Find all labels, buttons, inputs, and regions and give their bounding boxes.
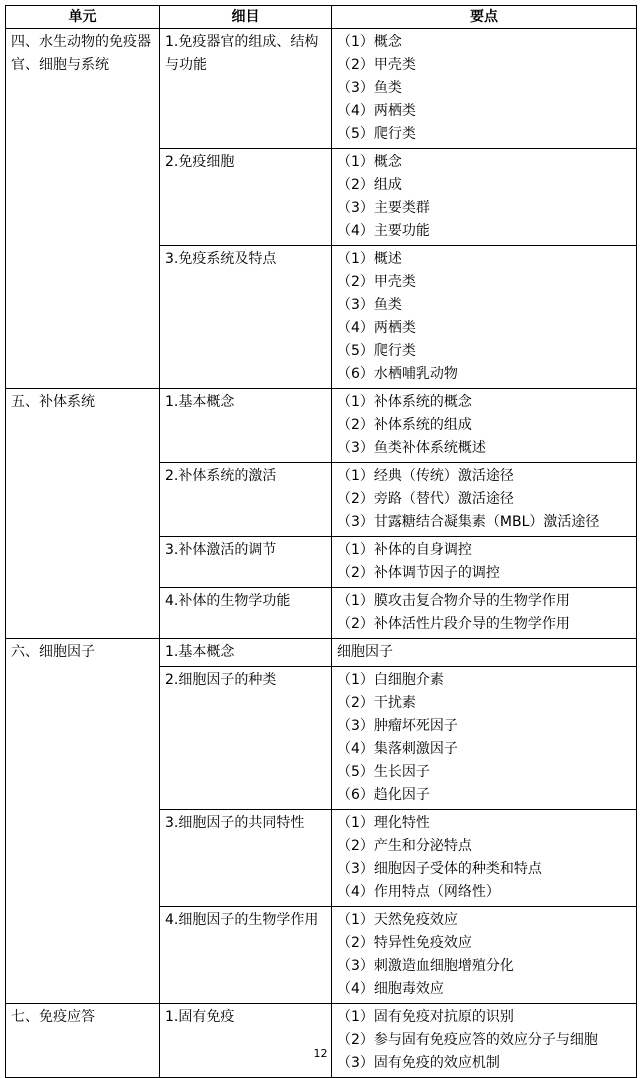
point-item: （2）补体调节因子的调控 (337, 565, 500, 581)
item-cell: 2.细胞因子的种类 (160, 667, 332, 810)
point-item: （6）趋化因子 (337, 787, 430, 803)
point-item: （4）主要功能 (337, 223, 430, 239)
item-cell: 1.基本概念 (160, 389, 332, 463)
point-item: （4）细胞毒效应 (337, 981, 444, 997)
header-unit: 单元 (6, 6, 160, 29)
point-item: （2）旁路（替代）激活途径 (337, 491, 514, 507)
point-item: （2）补体系统的组成 (337, 417, 472, 433)
points-cell (332, 907, 637, 1004)
points-cell (332, 149, 637, 246)
point-item: （2）干扰素 (337, 695, 416, 711)
item-cell: 1.固有免疫 (160, 1004, 332, 1078)
points-cell (332, 588, 637, 639)
point-item: （2）参与固有免疫应答的效应分子与细胞 (337, 1032, 598, 1048)
point-item: （2）特异性免疫效应 (337, 935, 472, 951)
point-item: （4）集落刺激因子 (337, 741, 458, 757)
item-cell: 4.补体的生物学功能 (160, 588, 332, 639)
unit-cell: 六、细胞因子 (6, 639, 160, 1004)
header-item: 细目 (160, 6, 332, 29)
point-item: （2）补体活性片段介导的生物学作用 (337, 616, 570, 632)
unit-cell: 四、水生动物的免疫器官、细胞与系统 (6, 29, 160, 389)
item-cell: 3.免疫系统及特点 (160, 246, 332, 389)
syllabus-table (5, 5, 637, 1078)
header-point: 要点 (332, 6, 637, 29)
point-item: （3）肿瘤坏死因子 (337, 718, 458, 734)
point-item: （3）主要类群 (337, 200, 430, 216)
item-cell: 3.补体激活的调节 (160, 537, 332, 588)
points-cell (332, 246, 637, 389)
item-cell: 3.细胞因子的共同特性 (160, 810, 332, 907)
table-row (6, 1004, 637, 1078)
point-item: （5）爬行类 (337, 343, 416, 359)
point-item: （4）作用特点（网络性） (337, 884, 500, 900)
points-cell (332, 639, 637, 667)
page-number: 12 (313, 1047, 328, 1060)
table-body (6, 29, 637, 1078)
item-cell: 2.免疫细胞 (160, 149, 332, 246)
item-cell: 1.基本概念 (160, 639, 332, 667)
points-cell (332, 537, 637, 588)
point-item: （4）两栖类 (337, 103, 416, 119)
item-cell: 4.细胞因子的生物学作用 (160, 907, 332, 1004)
unit-cell: 五、补体系统 (6, 389, 160, 639)
unit-cell: 七、免疫应答 (6, 1004, 160, 1078)
point-item: （2）甲壳类 (337, 274, 416, 290)
point-item: （1）补体系统的概念 (337, 394, 472, 410)
point-item: 细胞因子 (337, 644, 393, 660)
points-cell (332, 389, 637, 463)
point-item: （1）膜攻击复合物介导的生物学作用 (337, 593, 570, 609)
point-item: （3）鱼类 (337, 80, 402, 96)
header-row (6, 6, 637, 29)
point-item: （1）经典（传统）激活途径 (337, 468, 514, 484)
points-cell (332, 29, 637, 149)
item-cell: 2.补体系统的激活 (160, 463, 332, 537)
point-item: （4）两栖类 (337, 320, 416, 336)
point-item: （1）白细胞介素 (337, 672, 444, 688)
item-cell: 1.免疫器官的组成、结构与功能 (160, 29, 332, 149)
point-item: （3）细胞因子受体的种类和特点 (337, 861, 542, 877)
point-item: （1）天然免疫效应 (337, 912, 458, 928)
points-cell (332, 463, 637, 537)
point-item: （3）甘露糖结合凝集素（MBL）激活途径 (337, 514, 600, 530)
table-row (6, 29, 637, 149)
point-item: （3）固有免疫的效应机制 (337, 1055, 500, 1071)
point-item: （2）产生和分泌特点 (337, 838, 472, 854)
table-row (6, 639, 637, 667)
point-item: （2）组成 (337, 177, 402, 193)
point-item: （5）爬行类 (337, 126, 416, 142)
points-cell (332, 810, 637, 907)
point-item: （1）概念 (337, 154, 402, 170)
point-item: （1）补体的自身调控 (337, 542, 472, 558)
points-cell (332, 667, 637, 810)
points-cell (332, 1004, 637, 1078)
point-item: （1）固有免疫对抗原的识别 (337, 1009, 514, 1025)
point-item: （1）概述 (337, 251, 402, 267)
point-item: （1）理化特性 (337, 815, 430, 831)
point-item: （3）刺激造血细胞增殖分化 (337, 958, 514, 974)
point-item: （1）概念 (337, 34, 402, 50)
point-item: （6）水栖哺乳动物 (337, 366, 458, 382)
table-row (6, 389, 637, 463)
point-item: （2）甲壳类 (337, 57, 416, 73)
point-item: （3）鱼类补体系统概述 (337, 440, 486, 456)
point-item: （3）鱼类 (337, 297, 402, 313)
point-item: （5）生长因子 (337, 764, 430, 780)
